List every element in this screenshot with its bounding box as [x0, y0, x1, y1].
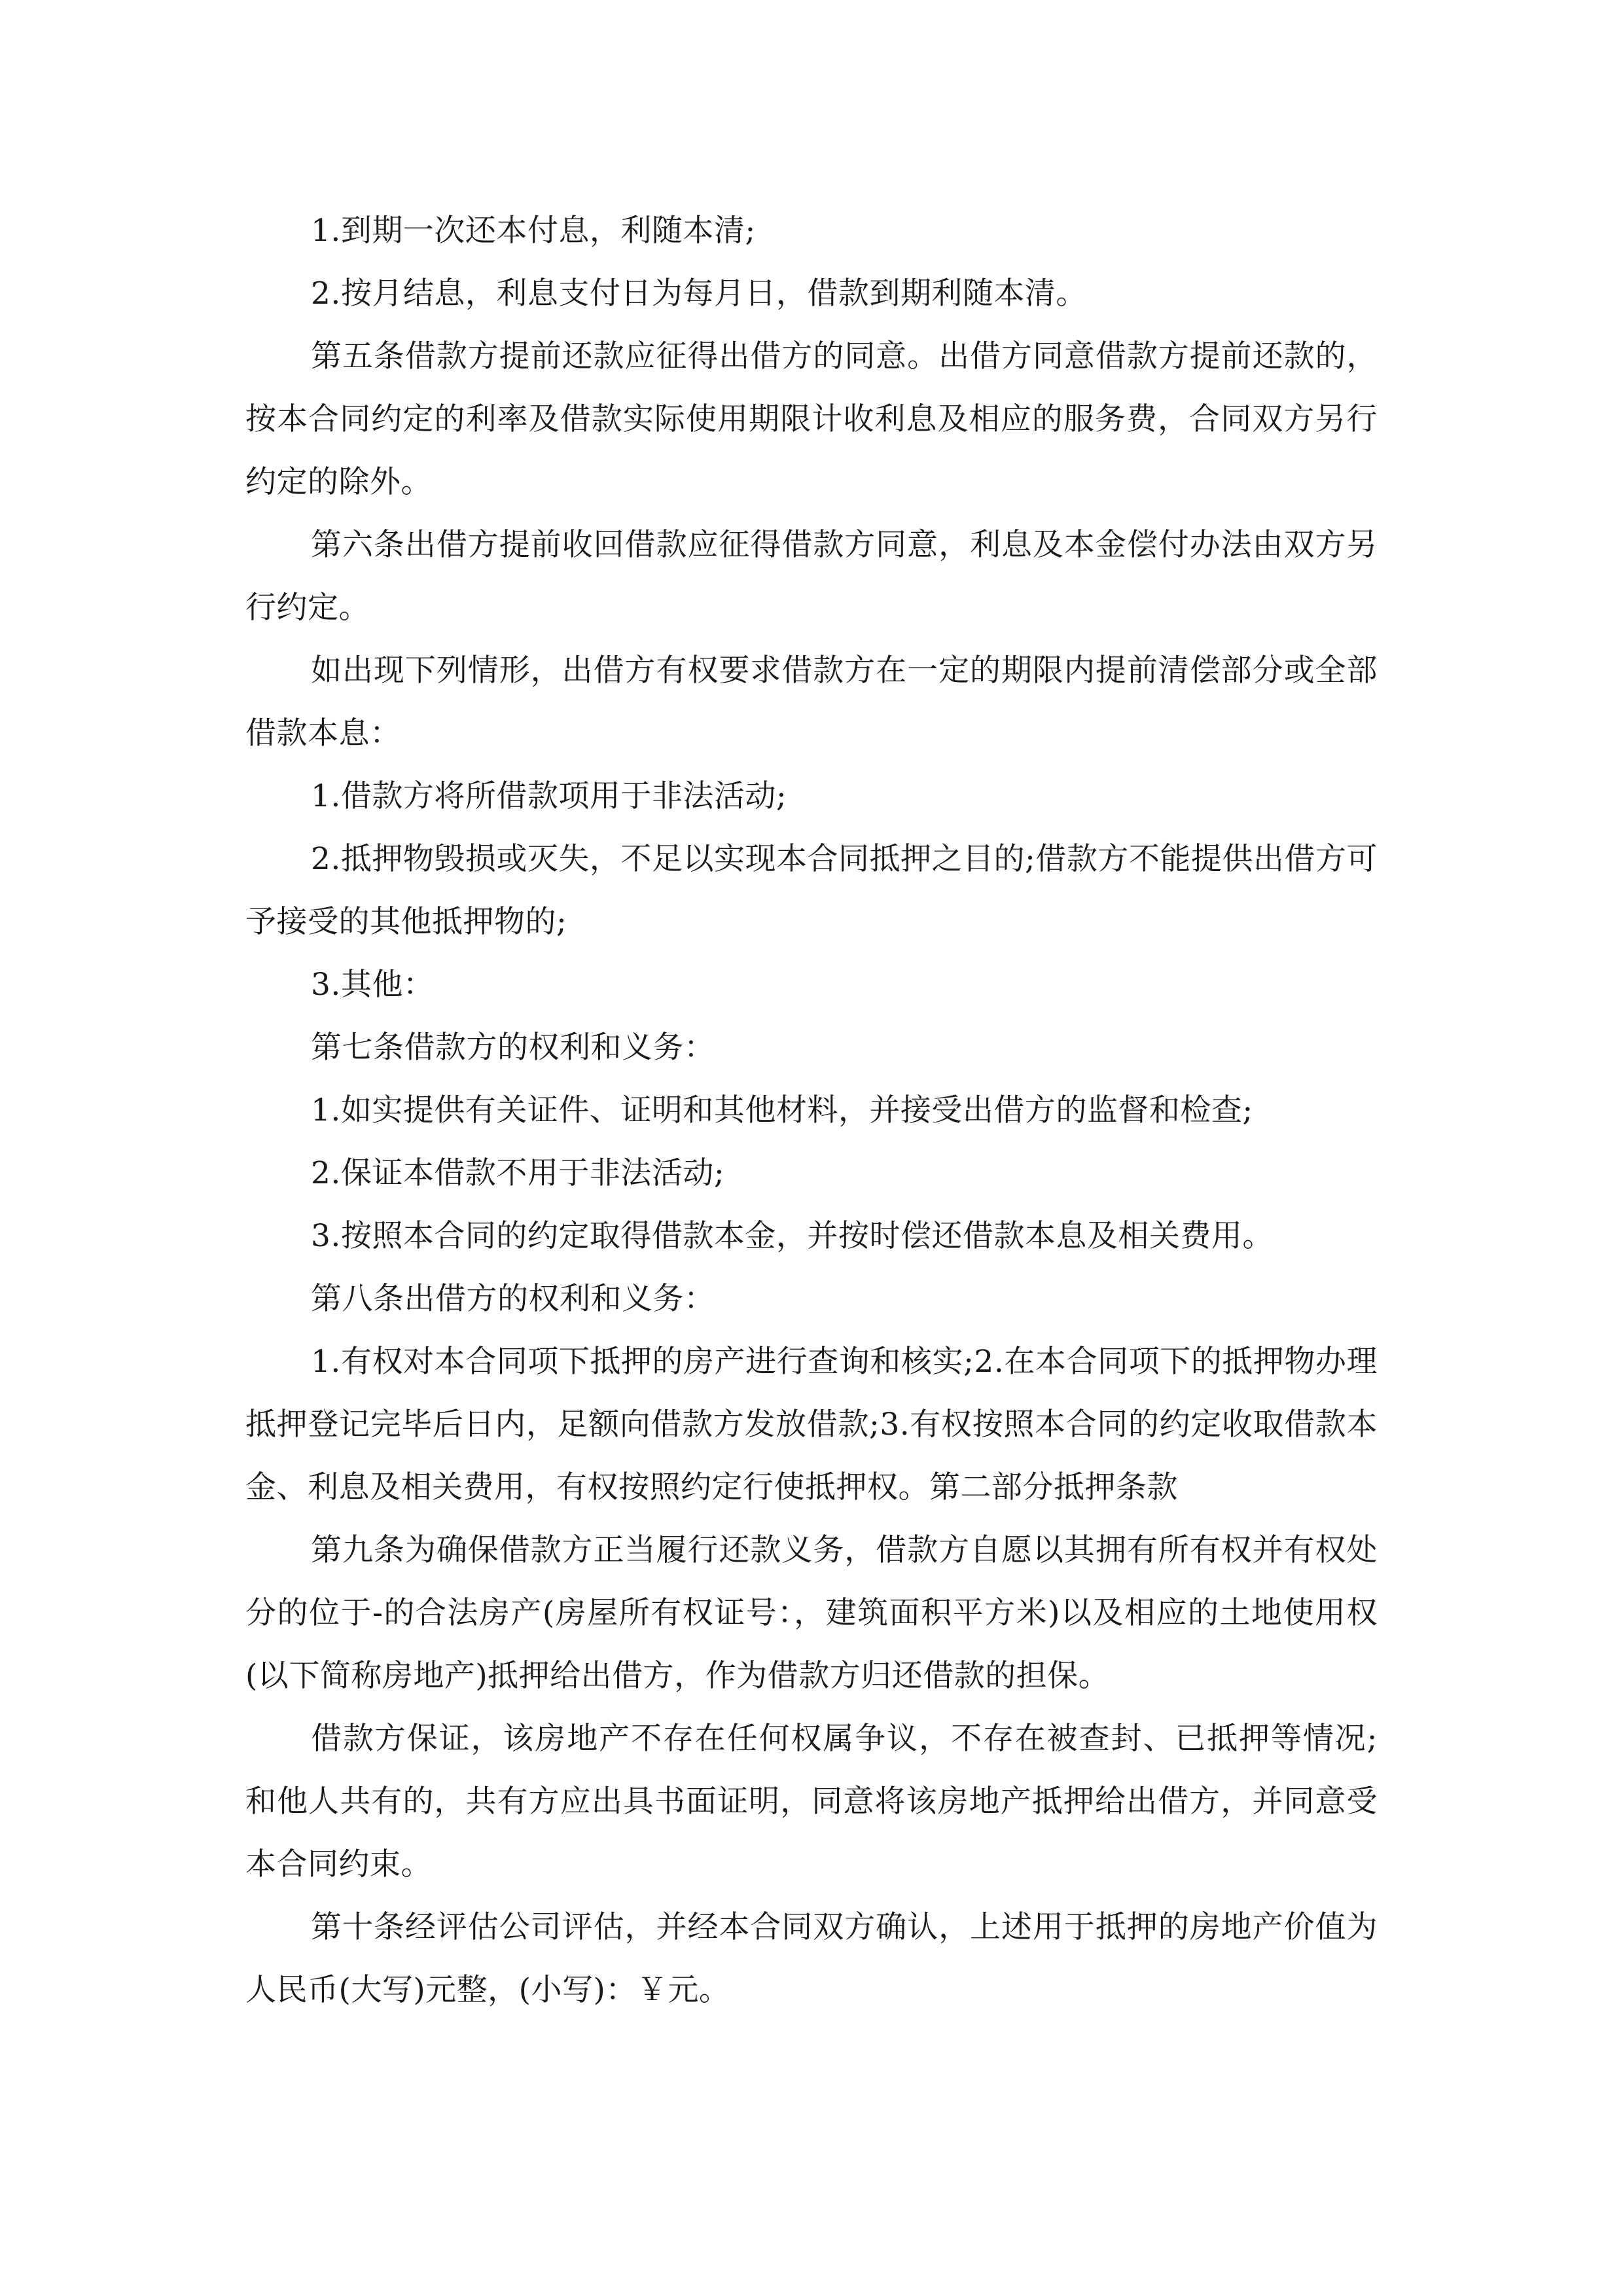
paragraph-condition-2: 2.抵押物毁损或灭失，不足以实现本合同抵押之目的;借款方不能提供出借方可予接受的其他抵押物的; — [245, 841, 1378, 940]
paragraph-early-repayment-conditions: 如出现下列情形，出借方有权要求借款方在一定的期限内提前清偿部分或全部借款本息： — [245, 653, 1378, 751]
paragraph-repay-option-2: 2.按月结息，利息支付日为每月日，借款到期利随本清。 — [311, 276, 1087, 312]
paragraph-article-6: 第六条出借方提前收回借款应征得借款方同意，利息及本金偿付办法由双方另行约定。 — [245, 527, 1378, 626]
paragraph-article-5: 第五条借款方提前还款应征得出借方的同意。出借方同意借款方提前还款的，按本合同约定的利率及借款实际使用期限计收利息及相应的服务费，合同双方另行约定的除外。 — [245, 338, 1378, 500]
paragraph-borrower-duty-3: 3.按照本合同的约定取得借款本金，并按时偿还借款本息及相关费用。 — [311, 1218, 1274, 1254]
paragraph-article-9: 第九条为确保借款方正当履行还款义务，借款方自愿以其拥有所有权并有权处分的位于-的合法房产(房屋所有权证号：，建筑面积平方米)以及相应的土地使用权(以下简称房地产)抵押给出借方，作为借款方归还借款的担保。 — [245, 1532, 1378, 1694]
paragraph-article-10: 第十条经评估公司评估，并经本合同双方确认，上述用于抵押的房地产价值为人民币(大写)元整，(小写)：￥元。 — [245, 1909, 1378, 2008]
paragraph-borrower-guarantee: 借款方保证，该房地产不存在任何权属争议，不存在被查封、已抵押等情况;和他人共有的，共有方应出具书面证明，同意将该房地产抵押给出借方，并同意受本合同约束。 — [245, 1721, 1378, 1882]
document-body — [245, 200, 1378, 2022]
paragraph-repay-option-1: 1.到期一次还本付息，利随本清; — [311, 213, 756, 249]
paragraph-borrower-duty-2: 2.保证本借款不用于非法活动; — [311, 1155, 725, 1191]
paragraph-borrower-duty-1: 1.如实提供有关证件、证明和其他材料，并接受出借方的监督和检查; — [311, 1092, 1253, 1128]
paragraph-article-7: 第七条借款方的权利和义务： — [311, 1030, 715, 1066]
paragraph-condition-3: 3.其他： — [311, 967, 435, 1003]
paragraph-condition-1: 1.借款方将所借款项用于非法活动; — [311, 778, 787, 814]
paragraph-lender-duties: 1.有权对本合同项下抵押的房产进行查询和核实;2.在本合同项下的抵押物办理抵押登记完毕后日内，足额向借款方发放借款;3.有权按照本合同的约定收取借款本金、利息及相关费用，有权按照约定行使抵押权。第二部分抵押条款 — [245, 1344, 1378, 1505]
paragraph-article-8: 第八条出借方的权利和义务： — [311, 1281, 715, 1317]
